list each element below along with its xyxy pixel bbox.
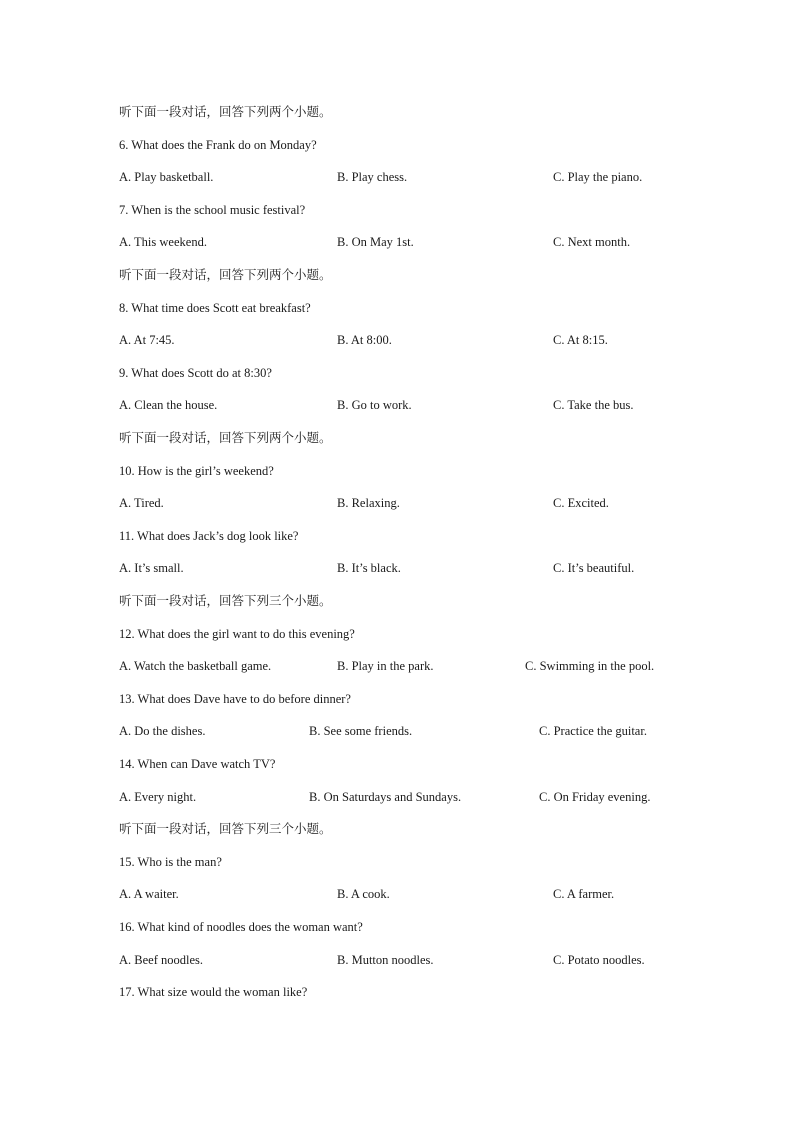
option-a: A. This weekend. bbox=[119, 235, 207, 249]
option-b: B. Go to work. bbox=[337, 398, 412, 412]
option-a: A. Every night. bbox=[119, 790, 197, 804]
option-c: C. A farmer. bbox=[553, 887, 615, 901]
option-b: B. At 8:00. bbox=[337, 333, 392, 347]
question-text: 15. Who is the man? bbox=[119, 855, 222, 869]
option-b: B. Play in the park. bbox=[337, 659, 434, 673]
option-c: C. Swimming in the pool. bbox=[525, 659, 655, 673]
question-text: 17. What size would the woman like? bbox=[119, 985, 308, 999]
option-c: C. Next month. bbox=[553, 235, 631, 249]
question-text: 16. What kind of noodles does the woman want? bbox=[119, 920, 363, 934]
option-c: C. On Friday evening. bbox=[539, 790, 651, 804]
option-c: C. Play the piano. bbox=[553, 170, 643, 184]
option-b: B. On Saturdays and Sundays. bbox=[309, 790, 462, 804]
section-instruction: 听下面一段对话，回答下列三个小题。 bbox=[119, 821, 332, 836]
option-a: A. Watch the basketball game. bbox=[119, 659, 272, 673]
option-a: A. It’s small. bbox=[119, 561, 184, 575]
question-text: 8. What time does Scott eat breakfast? bbox=[119, 301, 311, 315]
option-a: A. Tired. bbox=[119, 496, 164, 510]
question-text: 10. How is the girl’s weekend? bbox=[119, 464, 274, 478]
question-text: 7. When is the school music festival? bbox=[119, 203, 306, 217]
option-a: A. Play basketball. bbox=[119, 170, 214, 184]
option-c: C. At 8:15. bbox=[553, 333, 608, 347]
option-c: C. Take the bus. bbox=[553, 398, 634, 412]
option-a: A. At 7:45. bbox=[119, 333, 175, 347]
option-c: C. Potato noodles. bbox=[553, 953, 645, 967]
question-text: 14. When can Dave watch TV? bbox=[119, 757, 276, 771]
option-a: A. Do the dishes. bbox=[119, 724, 206, 738]
option-a: A. Clean the house. bbox=[119, 398, 218, 412]
question-text: 13. What does Dave have to do before dinner? bbox=[119, 692, 351, 706]
option-b: B. On May 1st. bbox=[337, 235, 414, 249]
question-text: 11. What does Jack’s dog look like? bbox=[119, 529, 299, 543]
option-b: B. Mutton noodles. bbox=[337, 953, 434, 967]
option-b: B. It’s black. bbox=[337, 561, 401, 575]
section-instruction: 听下面一段对话，回答下列两个小题。 bbox=[119, 267, 332, 282]
section-instruction: 听下面一段对话，回答下列两个小题。 bbox=[119, 104, 332, 119]
option-b: B. See some friends. bbox=[309, 724, 413, 738]
section-instruction: 听下面一段对话，回答下列三个小题。 bbox=[119, 593, 332, 608]
option-c: C. Practice the guitar. bbox=[539, 724, 647, 738]
option-b: B. Relaxing. bbox=[337, 496, 400, 510]
option-c: C. It’s beautiful. bbox=[553, 561, 635, 575]
option-a: A. Beef noodles. bbox=[119, 953, 204, 967]
question-text: 6. What does the Frank do on Monday? bbox=[119, 138, 317, 152]
option-b: B. Play chess. bbox=[337, 170, 408, 184]
option-c: C. Excited. bbox=[553, 496, 609, 510]
option-b: B. A cook. bbox=[337, 887, 390, 901]
question-text: 12. What does the girl want to do this evening? bbox=[119, 627, 355, 641]
option-a: A. A waiter. bbox=[119, 887, 179, 901]
section-instruction: 听下面一段对话，回答下列两个小题。 bbox=[119, 430, 332, 445]
question-text: 9. What does Scott do at 8:30? bbox=[119, 366, 272, 380]
